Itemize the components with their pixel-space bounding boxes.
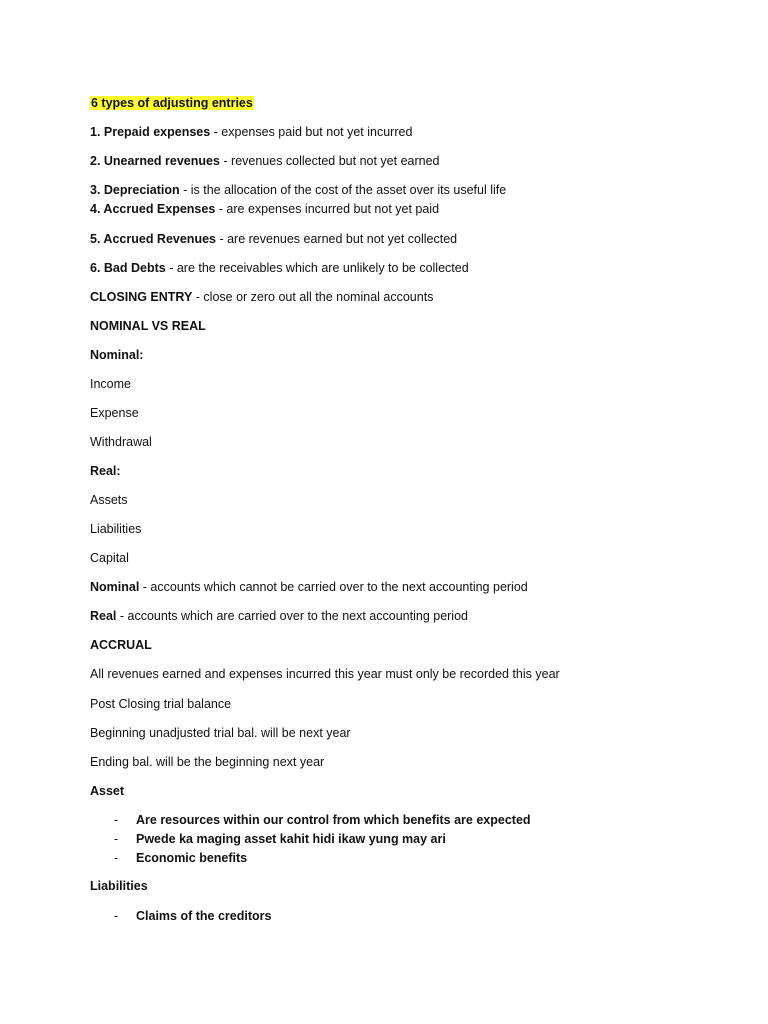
bullet-marker: - <box>114 813 119 827</box>
liabilities-bullet-1: Claims of the creditors <box>136 909 272 923</box>
entry-desc: - expenses paid but not yet incurred <box>210 125 413 139</box>
liabilities-heading: Liabilities <box>90 879 148 893</box>
entry-term: 2. Unearned revenues <box>90 154 220 168</box>
entry-4 <box>90 201 439 217</box>
bullet-marker: - <box>114 909 119 923</box>
nominal-heading: Nominal: <box>90 348 144 362</box>
accrual-text: All revenues earned and expenses incurred this year must only be recorded this year <box>90 667 560 681</box>
asset-heading: Asset <box>90 784 125 798</box>
bullet-marker: - <box>114 851 119 865</box>
entry-desc: - revenues collected but not yet earned <box>219 154 440 168</box>
asset-bullet-3: Economic benefits <box>136 851 248 865</box>
real-term: Real <box>90 609 117 623</box>
beginning-unadjusted-text: Beginning unadjusted trial bal. will be next year <box>90 726 351 740</box>
entry-6 <box>90 260 469 276</box>
highlighted-title: 6 types of adjusting entries <box>91 96 253 110</box>
entry-5 <box>90 231 457 247</box>
accrual-heading: ACCRUAL <box>90 638 152 652</box>
nominal-item-income: Income <box>90 377 131 391</box>
closing-entry <box>90 289 433 305</box>
entry-term: 4. Accrued Expenses <box>90 202 216 216</box>
asset-bullet-1: Are resources within our control from which benefits are expected <box>136 813 531 827</box>
closing-term: CLOSING ENTRY <box>90 290 193 304</box>
nominal-term: Nominal <box>90 580 140 594</box>
nominal-item-expense: Expense <box>90 406 139 420</box>
bullet-marker: - <box>114 832 119 846</box>
nominal-definition <box>90 579 528 595</box>
entry-term: 5. Accrued Revenues <box>90 232 216 246</box>
real-definition <box>90 608 468 624</box>
nominal-desc: - accounts which cannot be carried over to the next accounting period <box>139 580 528 594</box>
entry-desc: - are revenues earned but not yet collected <box>215 232 458 246</box>
entry-1 <box>90 124 412 140</box>
entry-3 <box>90 182 506 198</box>
asset-bullet-2: Pwede ka maging asset kahit hidi ikaw yung may ari <box>136 832 446 846</box>
entry-desc: - are the receivables which are unlikely to be collected <box>165 261 469 275</box>
document-title <box>90 95 254 111</box>
entry-2 <box>90 153 440 169</box>
closing-desc: - close or zero out all the nominal accounts <box>192 290 434 304</box>
entry-desc: - is the allocation of the cost of the asset over its useful life <box>179 183 507 197</box>
ending-balance-text: Ending bal. will be the beginning next year <box>90 755 325 769</box>
real-item-assets: Assets <box>90 493 128 507</box>
nominal-vs-real-heading: NOMINAL VS REAL <box>90 319 206 333</box>
real-desc: - accounts which are carried over to the next accounting period <box>116 609 468 623</box>
post-closing-text: Post Closing trial balance <box>90 697 232 711</box>
real-item-liabilities: Liabilities <box>90 522 142 536</box>
real-item-capital: Capital <box>90 551 129 565</box>
nominal-item-withdrawal: Withdrawal <box>90 435 152 449</box>
entry-term: 3. Depreciation <box>90 183 180 197</box>
entry-term: 6. Bad Debts <box>90 261 166 275</box>
entry-desc: - are expenses incurred but not yet paid <box>215 202 440 216</box>
entry-term: 1. Prepaid expenses <box>90 125 211 139</box>
real-heading: Real: <box>90 464 121 478</box>
